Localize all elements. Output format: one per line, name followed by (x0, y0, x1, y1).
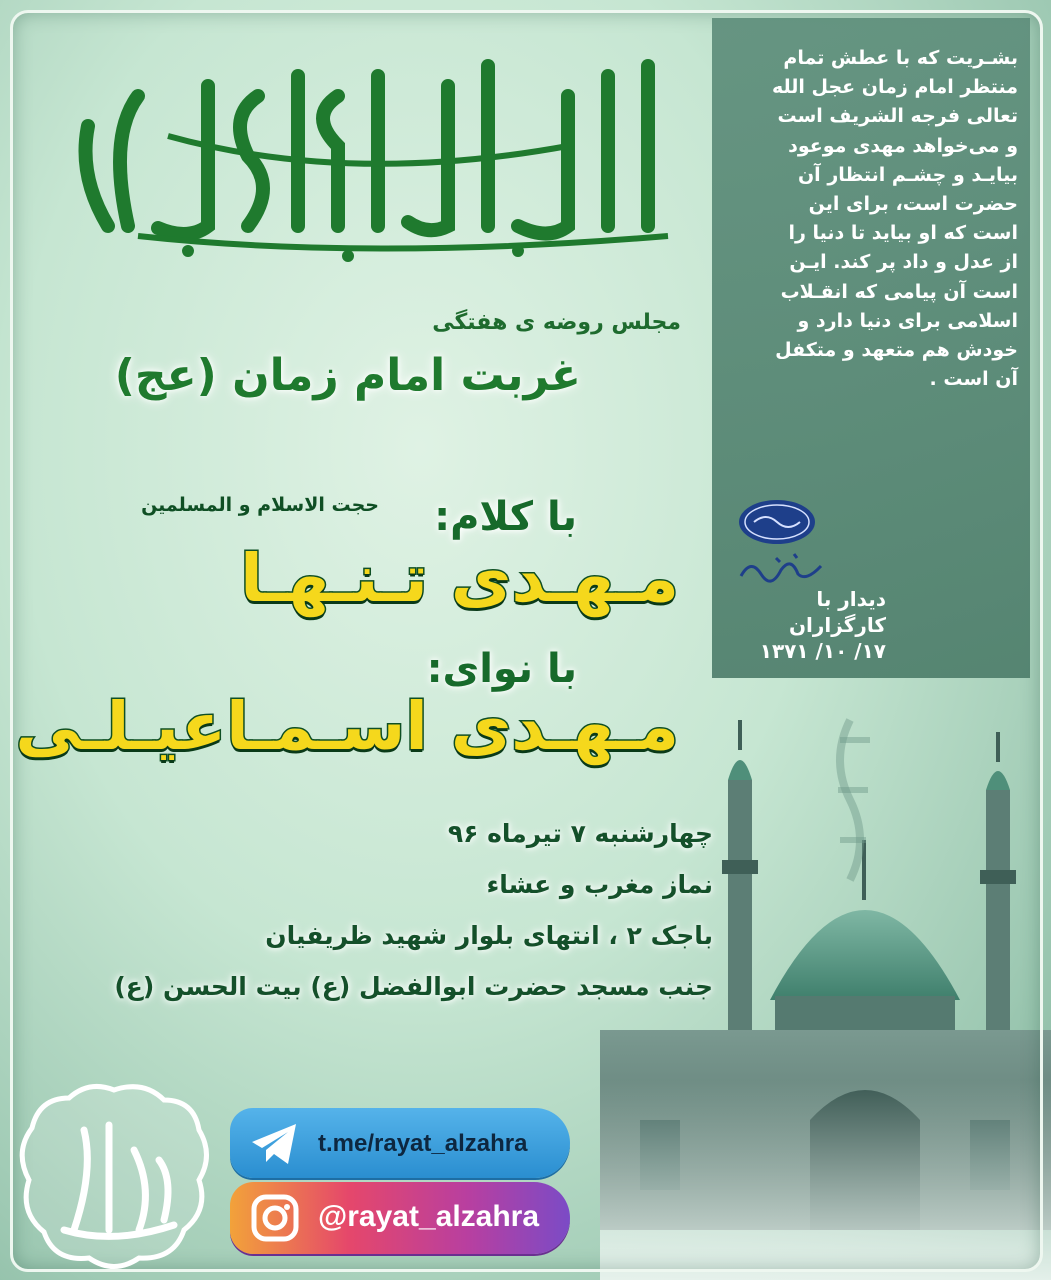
signature (736, 548, 826, 588)
reciter-label: با نوای: (426, 646, 577, 692)
caption-event: دیدار با کارگزاران (788, 587, 886, 637)
speaker-label: با کلام: (434, 494, 577, 540)
telegram-icon (248, 1118, 302, 1170)
rayat-alzahra-logo (14, 1080, 214, 1270)
event-title: غربت امام زمان (عج) (114, 350, 581, 401)
speaker-honorific: حجت الاسلام و المسلمین (141, 494, 379, 516)
calligraphy-header (48, 36, 688, 266)
quote-caption (724, 586, 886, 664)
seal-stamp (736, 498, 818, 546)
event-subtitle: مجلس روضه ی هفتگی (432, 310, 681, 335)
caption-date: ۱۷/ ۱۰/ ۱۳۷۱ (759, 639, 886, 663)
event-details (114, 808, 713, 1012)
calligraphy-text: این الطالب بدم المقتول بکربلاء (48, 36, 61, 37)
instagram-icon (248, 1192, 302, 1244)
leader-quote: بشـریت که با عطش تمام منتظر امام زمان عجل الله تعالی فرجه الشریف است و می‌خواهد مهدی موعود بیایـد و چشـم انتظار آن حضرت است، برای این است که او بیاید تا دنیا را از عدل و داد پر کند. ایـن است آن پیامی که انقـلاب اسلامی برای دنیا دارد و خودش هم متعهد و متکفل آن است . (771, 47, 1018, 391)
reciter-name: مـهـدی اسـمـاعیـلـی (15, 688, 679, 765)
event-address-1: باجک ۲ ، انتهای بلوار شهید ظریفیان (265, 921, 713, 950)
telegram-handle: t.me/rayat_alzahra (318, 1130, 528, 1157)
event-date: چهارشنبه ۷ تیرماه ۹۶ (447, 819, 713, 848)
telegram-link[interactable] (230, 1108, 570, 1178)
event-prayer: نماز مغرب و عشاء (486, 870, 713, 899)
instagram-link[interactable] (230, 1182, 570, 1254)
instagram-handle: @rayat_alzahra (318, 1200, 540, 1233)
speaker-name: مـهـدی تـنـهـا (240, 540, 679, 617)
event-address-2: جنب مسجد حضرت ابوالفضل (ع) بیت الحسن (ع) (114, 972, 713, 1001)
